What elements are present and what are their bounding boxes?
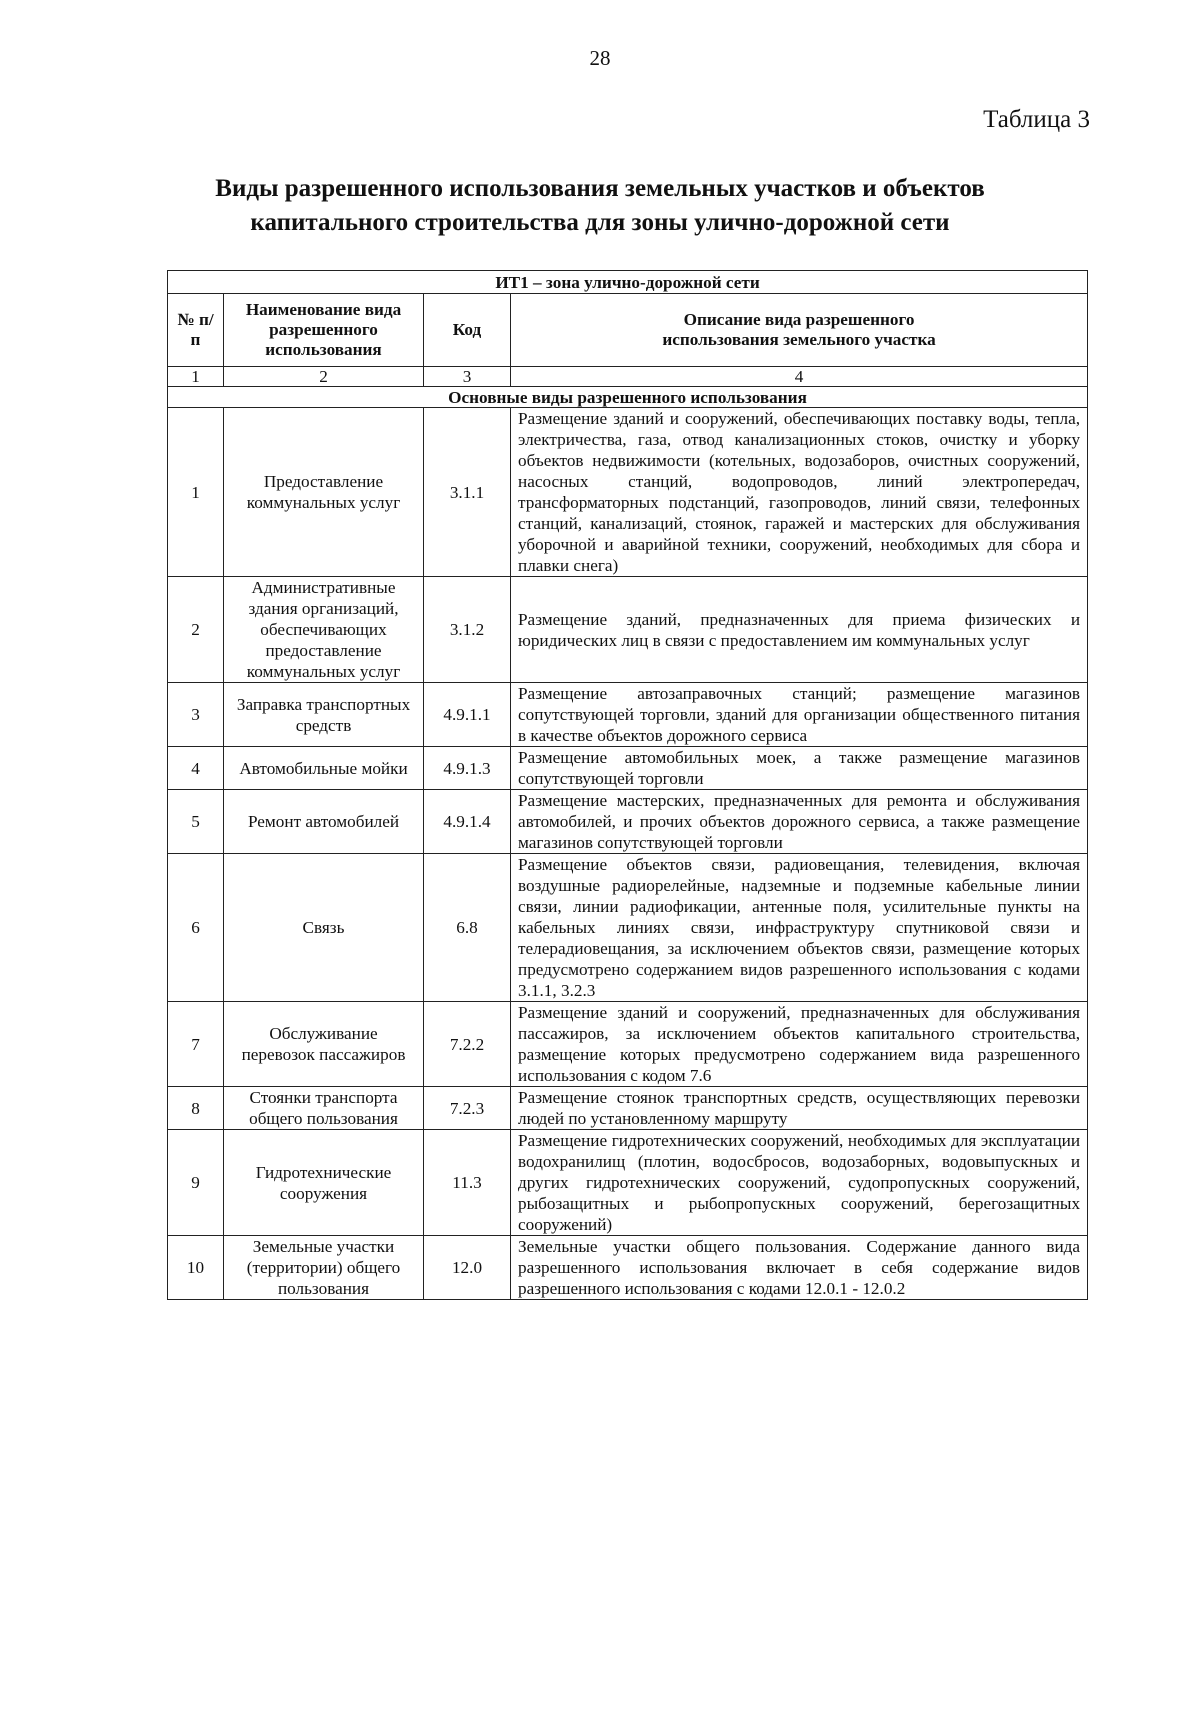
row-name: Заправка транспортных средств [224,683,424,747]
row-number: 3 [168,683,224,747]
table-label: Таблица 3 [983,106,1090,133]
row-number: 9 [168,1130,224,1236]
row-number: 2 [168,577,224,683]
row-number: 6 [168,854,224,1002]
document-title [120,172,1080,240]
row-name: Автомобильные мойки [224,747,424,790]
row-number: 8 [168,1087,224,1130]
table-row [168,683,1088,747]
column-header-row [168,294,1088,367]
col-number: 3 [424,367,511,387]
section-row [168,387,1088,408]
row-name: Ремонт автомобилей [224,790,424,854]
row-name: Гидротехнические сооружения [224,1130,424,1236]
col-number: 4 [511,367,1088,387]
table-row [168,1002,1088,1087]
row-description: Размещение стоянок транспортных средств, осуществляющих перевозки людей по установленному маршруту [511,1087,1088,1130]
row-description: Размещение мастерских, предназначенных для ремонта и обслуживания автомобилей, и прочих объектов дорожного сервиса, а также размещение магазинов сопутствующей торговли [511,790,1088,854]
row-description: Размещение зданий и сооружений, обеспечивающих поставку воды, тепла, электричества, газа, отвод канализационных стоков, очистку и уборку объектов недвижимости (котельных, водозаборов, очистных сооружений, насосных станций, водопроводов, линий электропередач, трансформаторных подстанций, газопроводов, линий связи, телефонных станций, канализаций, стоянок, гаражей и мастерских для обслуживания уборочной и аварийной техники, сооружений, необходимых для сбора и плавки снега) [511,408,1088,577]
row-description: Размещение зданий, предназначенных для приема физических и юридических лиц в связи с предоставлением им коммунальных услуг [511,577,1088,683]
row-name: Административные здания организаций, обеспечивающих предоставление коммунальных услуг [224,577,424,683]
row-number: 4 [168,747,224,790]
row-name: Земельные участки (территории) общего пользования [224,1236,424,1300]
row-description: Размещение объектов связи, радиовещания, телевидения, включая воздушные радиорелейные, надземные и подземные кабельные линии связи, линии радиофикации, антенные поля, усилительные пункты на кабельных линиях связи, инфраструктуру спутниковой связи и телерадиовещания, за исключением объектов связи, размещение которых предусмотрено содержанием видов разрешенного использования с кодами 3.1.1, 3.2.3 [511,854,1088,1002]
row-code: 7.2.2 [424,1002,511,1087]
row-code: 4.9.1.4 [424,790,511,854]
title-line: Виды разрешенного использования земельных участков и объектов [215,175,985,202]
row-description: Земельные участки общего пользования. Содержание данного вида разрешенного использования включает в себя содержание видов разрешенного использования с кодами 12.0.1 - 12.0.2 [511,1236,1088,1300]
col-number: 2 [224,367,424,387]
row-number: 10 [168,1236,224,1300]
row-description: Размещение зданий и сооружений, предназначенных для обслуживания пассажиров, за исключением объектов капитального строительства, размещение которых предусмотрено содержанием вида разрешенного использования с кодом 7.6 [511,1002,1088,1087]
row-number: 5 [168,790,224,854]
row-code: 6.8 [424,854,511,1002]
table-row [168,1236,1088,1300]
row-number: 1 [168,408,224,577]
row-name: Стоянки транспорта общего пользования [224,1087,424,1130]
row-description: Размещение гидротехнических сооружений, необходимых для эксплуатации водохранилищ (плотин, водосбросов, водозаборных, водовыпускных и других гидротехнических сооружений, судопропускных сооружений, рыбозащитных и рыбопропускных сооружений, берегозащитных сооружений) [511,1130,1088,1236]
col-header-code: Код [424,294,511,367]
zone-header: ИТ1 – зона улично-дорожной сети [168,271,1088,294]
row-code: 3.1.1 [424,408,511,577]
column-number-row [168,367,1088,387]
row-code: 7.2.3 [424,1087,511,1130]
section-title: Основные виды разрешенного использования [168,387,1088,408]
row-code: 3.1.2 [424,577,511,683]
table-row [168,577,1088,683]
col-header-name: Наименование вида разрешенного использования [224,294,424,367]
row-description: Размещение автомобильных моек, а также размещение магазинов сопутствующей торговли [511,747,1088,790]
col-number: 1 [168,367,224,387]
zone-header-row [168,271,1088,294]
table-row [168,854,1088,1002]
row-name: Связь [224,854,424,1002]
page-number: 28 [589,46,611,70]
table-row [168,747,1088,790]
table-row [168,790,1088,854]
title-line: капитального строительства для зоны улично-дорожной сети [250,209,950,236]
col-header-desc: Описание вида разрешенного использования земельного участка [511,294,1088,367]
col-header-num: № п/п [168,294,224,367]
row-description: Размещение автозаправочных станций; размещение магазинов сопутствующей торговли, зданий для организации общественного питания в качестве объектов дорожного сервиса [511,683,1088,747]
permitted-use-table [167,270,1088,1300]
row-name: Предоставление коммунальных услуг [224,408,424,577]
row-number: 7 [168,1002,224,1087]
table-row [168,1130,1088,1236]
row-name: Обслуживание перевозок пассажиров [224,1002,424,1087]
row-code: 4.9.1.1 [424,683,511,747]
row-code: 4.9.1.3 [424,747,511,790]
row-code: 11.3 [424,1130,511,1236]
row-code: 12.0 [424,1236,511,1300]
table-row [168,408,1088,577]
table-row [168,1087,1088,1130]
